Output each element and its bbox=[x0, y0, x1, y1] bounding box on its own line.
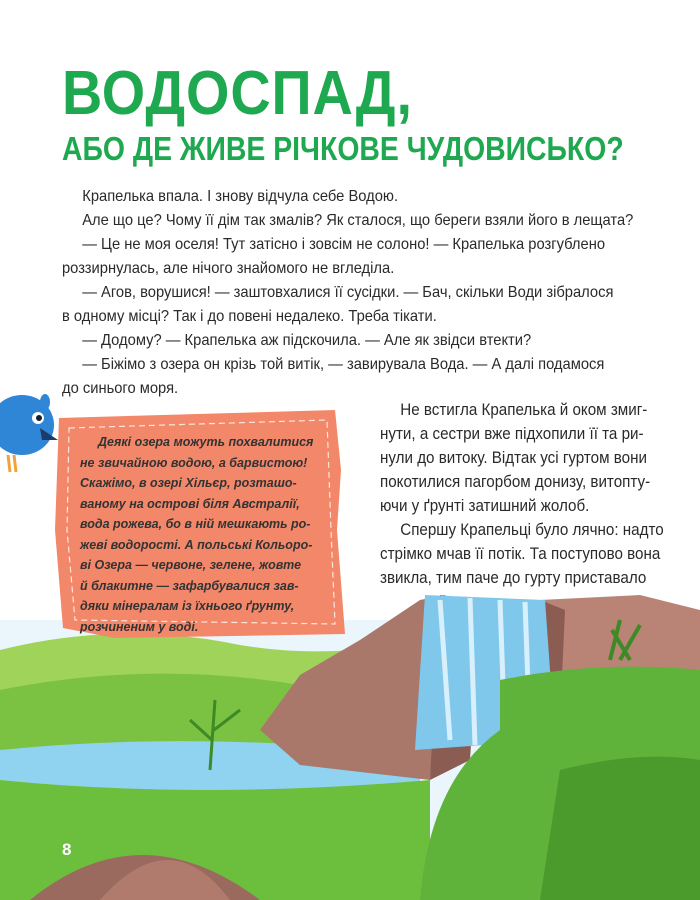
paragraph-line: — Це не моя оселя! Тут затісно і зовсім не солоно! — Крапелька розгублено bbox=[82, 236, 606, 253]
note-line: дяки мінералам із їхнього ґрунту, bbox=[80, 599, 295, 613]
paragraph-line: в одному місці? Так і до повені недалеко. Треба тікати. bbox=[62, 308, 437, 325]
title-line-2: АБО ДЕ ЖИВЕ РІЧКОВЕ ЧУДОВИСЬКО? bbox=[62, 130, 624, 167]
paragraph-line: — Агов, ворушися! — заштовхалися її сусідки. — Бач, скільки Води зібралося bbox=[82, 284, 614, 301]
paragraph-line: стрімко мчав її потік. Та поступово вона bbox=[380, 545, 661, 563]
paragraph-line: — Біжімо з озера он крізь той витік, — завирувала Вода. — А далі подамося bbox=[82, 356, 605, 373]
story-text bbox=[62, 185, 682, 401]
paragraph-line: Крапелька впала. І знову відчула себе Водою. bbox=[82, 188, 399, 205]
paragraph-line: роззирнулась, але нічого знайомого не вгледіла. bbox=[62, 260, 395, 277]
note-line: й блакитне — зафарбувалися зав- bbox=[80, 578, 299, 593]
story-column bbox=[380, 398, 690, 590]
note-line: Деякі озера можуть похвалитися bbox=[98, 435, 314, 449]
fact-note-text bbox=[80, 432, 340, 637]
note-line: розчиненим у воді. bbox=[80, 619, 199, 634]
paragraph-line: звикла, тим паче до гурту приставало bbox=[380, 569, 647, 587]
note-line: ві Озера — червоне, зелене, жовте bbox=[80, 558, 302, 572]
paragraph-line: — Додому? — Крапелька аж підскочила. — Але як звідси втекти? bbox=[82, 332, 532, 349]
note-line: Скажімо, в озері Хільєр, розташо- bbox=[80, 476, 297, 490]
paragraph-line: Спершу Крапельці було лячно: надто bbox=[400, 521, 664, 539]
title-line-1: ВОДОСПАД, bbox=[62, 59, 413, 128]
note-line: ваному на острові біля Австралії, bbox=[80, 496, 300, 511]
note-line: не звичайною водою, а барвистою! bbox=[80, 455, 308, 470]
page-number: 8 bbox=[62, 840, 72, 859]
paragraph-line: Але що це? Чому її дім так змалів? Як сталося, що береги взяли його в лещата? bbox=[82, 212, 634, 229]
paragraph-line: Не встигла Крапелька й оком змиг- bbox=[400, 401, 648, 419]
paragraph-line: до синього моря. bbox=[62, 380, 179, 397]
paragraph-line: ючи у ґрунті затишний жолоб. bbox=[380, 497, 590, 515]
blue-bird-icon bbox=[0, 380, 62, 475]
paragraph-line: нути, а сестри вже підхопили її та ри- bbox=[380, 425, 644, 443]
paragraph-line: нули до витоку. Відтак усі гуртом вони bbox=[380, 449, 647, 467]
note-line: вода рожева, бо в ній мешкають ро- bbox=[80, 517, 311, 531]
note-line: жеві водорості. А польські Кольоро- bbox=[80, 537, 313, 552]
paragraph-line: покотилися пагорбом донизу, витопту- bbox=[380, 473, 651, 491]
